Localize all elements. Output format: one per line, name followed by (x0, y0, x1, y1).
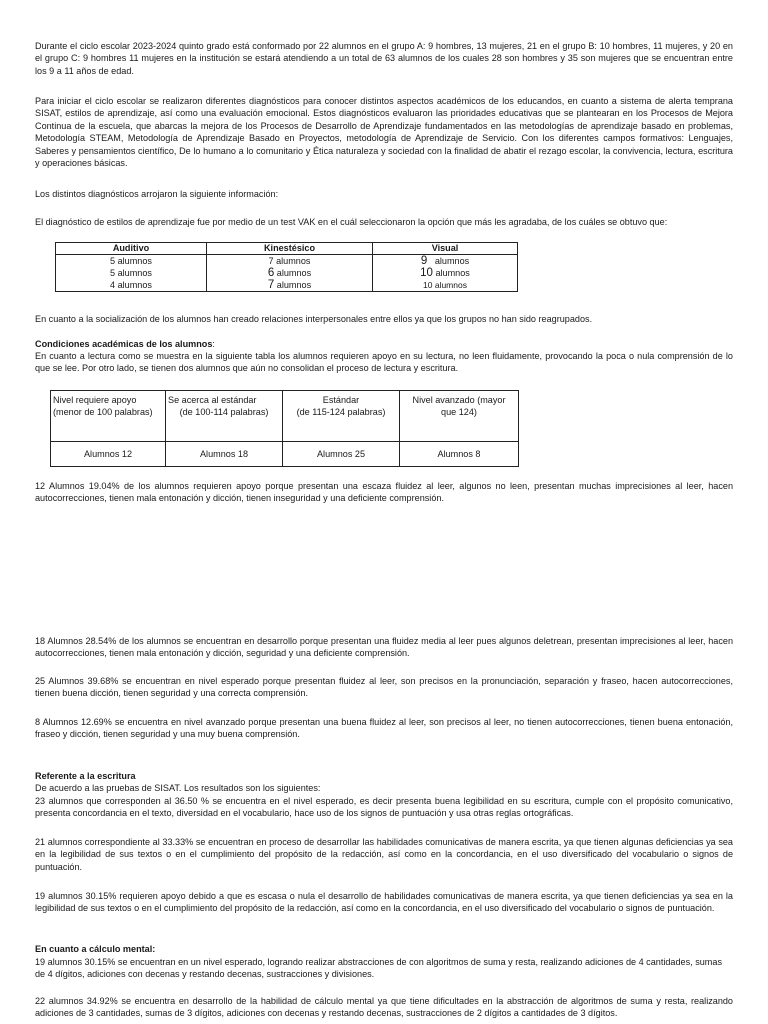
vak-row (56, 255, 518, 268)
diagnostics-paragraph: Para iniciar el ciclo escolar se realizaron diferentes diagnósticos para conocer distintos aspectos académicos de los educandos, en cuanto a sistema de alerta temprana SISAT, estilos de aprendizaje, así como una evaluación emocional. Estos diagnósticos evaluaron las prioridades educativas que se plantearan en los Procesos de Mejora Continua de la escuela, que abarcas la mejora de los Procesos de Desarrollo de Aprendizaje fundamentados en las metodologías de aprendizaje basado en problemas, Metodología STEAM, Metodología de Aprendizaje Basado en Proyectos, metodología de Aprendizaje de Servicio. Con los diferentes campos formativos: Lenguajes, Saberes y pensamientos científico, De lo humano a lo comunitario y Ética naturaleza y sociedad con la finalidad de abatir el rezago escolar, la convivencia, lectura, escritura y operaciones básicas. (35, 96, 733, 169)
reading-intro-paragraph: En cuanto a lectura como se muestra en la siguiente tabla los alumnos requieren apoyo en su lectura, no leen fluidamente, provocando la poca o nula comprensión de lo que se lee. Por otro lado, se tienen dos alumnos que aún no consolidan el proceso de lectura y escritura. (35, 351, 733, 374)
vak-row (56, 267, 518, 279)
reading-header-cell: Se acerca al estándar (de 100-114 palabras) (166, 391, 283, 442)
reading-value-cell: Alumnos 8 (400, 442, 519, 467)
vak-header-visual: Visual (373, 243, 518, 255)
vak-row (56, 279, 518, 292)
vak-cell: 5 alumnos (56, 267, 207, 279)
vak-header-kinestesico: Kinestésico (207, 243, 373, 255)
reading-value-cell: Alumnos 25 (283, 442, 400, 467)
reading-8-paragraph: 8 Alumnos 12.69% se encuentra en nivel avanzado porque presentan una buena fluidez al leer, son precisos al leer, no tienen autocorrecciones, tienen buena entonación, fraseo y dicción, tienen seguridad y una muy buena comprensión. (35, 717, 733, 740)
vak-header-row (56, 243, 518, 255)
vak-cell: 10 alumnos (373, 279, 518, 292)
math-19-paragraph: 19 alumnos 30.15% se encuentran en un nivel esperado, logrando realizar abstracciones de con algoritmos de suma y resta, realizando adiciones de 4 cantidades, sumas de 4 dígitos, adiciones con decenas y restando decenas, sustracciones y divisiones. (35, 957, 722, 980)
vak-cell: 9 alumnos (373, 255, 518, 268)
vak-cell: 7 alumnos (207, 255, 373, 268)
writing-21-paragraph: 21 alumnos correspondiente al 33.33% se encuentran en proceso de desarrollar las habilidades comunicativas de manera escrita, ya que tienen algunas deficiencias ya sea en la legibilidad de sus textos o en el cumplimiento del propósito de la redacción, así como en la concordancia, en el uso diversificado del vocabulario o signos de puntuación. (35, 837, 733, 872)
writing-23-paragraph: 23 alumnos que corresponden al 36.50 % se encuentra en el nivel esperado, es decir presenta buena legibilidad en su escritura, cumple con el propósito comunicativo, presenta concordancia en el texto, diversidad en el vocabulario, hace uso de los signos de puntuación y usa otras reglas ortográficas. (35, 796, 733, 819)
vak-header-auditivo: Auditivo (56, 243, 207, 255)
vak-cell: 5 alumnos (56, 255, 207, 268)
math-heading: En cuanto a cálculo mental: (35, 944, 156, 954)
reading-table (50, 390, 519, 467)
reading-header-row (51, 391, 519, 442)
results-intro-paragraph: Los distintos diagnósticos arrojaron la siguiente información: (35, 189, 279, 199)
socialization-paragraph: En cuanto a la socialización de los alumnos han creado relaciones interpersonales entre ellos ya que los grupos no han sido reagrupados. (35, 314, 593, 324)
academic-heading: Condiciones académicas de los alumnos: (35, 339, 215, 349)
reading-12-paragraph: 12 Alumnos 19.04% de los alumnos requieren apoyo porque presentan una escaza fluidez al leer, algunos no leen, presentan muchas imprecisiones al leer, hacen autocorrecciones, tienen mala entonación y dicción, tienen inseguridad y una deficiente comprensión. (35, 481, 733, 504)
reading-header-cell: Estándar (de 115-124 palabras) (283, 391, 400, 442)
vak-table (55, 242, 518, 292)
vak-intro-paragraph: El diagnóstico de estilos de aprendizaje fue por medio de un test VAK en el cuál seleccionaron la opción que más les agradaba, de los cuáles se obtuvo que: (35, 217, 668, 227)
vak-cell: 4 alumnos (56, 279, 207, 292)
vak-cell: 6 alumnos (207, 267, 373, 279)
vak-cell: 10 alumnos (373, 267, 518, 279)
reading-25-paragraph: 25 Alumnos 39.68% se encuentran en nivel esperado porque presentan fluidez al leer, son precisos en la pronunciación, separación y fraseo, hacen autocorrecciones, tienen buena dicción, tienen seguridad y una correcta comprensión. (35, 676, 733, 699)
writing-heading: Referente a la escritura (35, 771, 136, 781)
writing-intro-paragraph: De acuerdo a las pruebas de SISAT. Los resultados son los siguientes: (35, 783, 321, 793)
reading-values-row (51, 442, 519, 467)
writing-19-paragraph: 19 alumnos 30.15% requieren apoyo debido a que es escasa o nula el desarrollo de habilidades comunicativas de manera escrita, ya que tienen deficiencias ya sea en la legibilidad de sus textos o en el cumplimiento del propósito de la redacción, así como en la concordancia, en el uso diversificado del vocabulario o signos de puntuación. (35, 891, 733, 914)
reading-header-cell: Nivel requiere apoyo (menor de 100 palabras) (51, 391, 166, 442)
reading-value-cell: Alumnos 18 (166, 442, 283, 467)
math-22-paragraph: 22 alumnos 34.92% se encuentra en desarrollo de la habilidad de cálculo mental ya que tiene dificultades en la abstracción de algoritmos de suma y resta, realizando adiciones de 3 cantidades, sumas de 3 dígitos, adiciones con decenas y restando decenas, sustracciones de 2 dígitos a cantidades de 3 dígitos. (35, 996, 733, 1019)
reading-value-cell: Alumnos 12 (51, 442, 166, 467)
reading-18-paragraph: 18 Alumnos 28.54% de los alumnos se encuentran en desarrollo porque presentan una fluidez media al leer pues algunos deletrean, presentan imprecisiones al leer, hacen autocorrecciones, tienen mala entonación y dicción, seguridad y una deficiente comprensión. (35, 636, 733, 659)
intro-paragraph: Durante el ciclo escolar 2023-2024 quinto grado está conformado por 22 alumnos en el grupo A: 9 hombres, 13 mujeres, 21 en el grupo B: 10 hombres, 11 mujeres, y 20 en el grupo C: 9 hombres 11 mujeres en la institución se estará atendiendo a un total de 63 alumnos de los cuales 28 son hombres y 35 son mujeres que se encuentran entre los 9 a 11 años de edad. (35, 41, 733, 76)
reading-header-cell: Nivel avanzado (mayor que 124) (400, 391, 519, 442)
vak-cell: 7 alumnos (207, 279, 373, 292)
